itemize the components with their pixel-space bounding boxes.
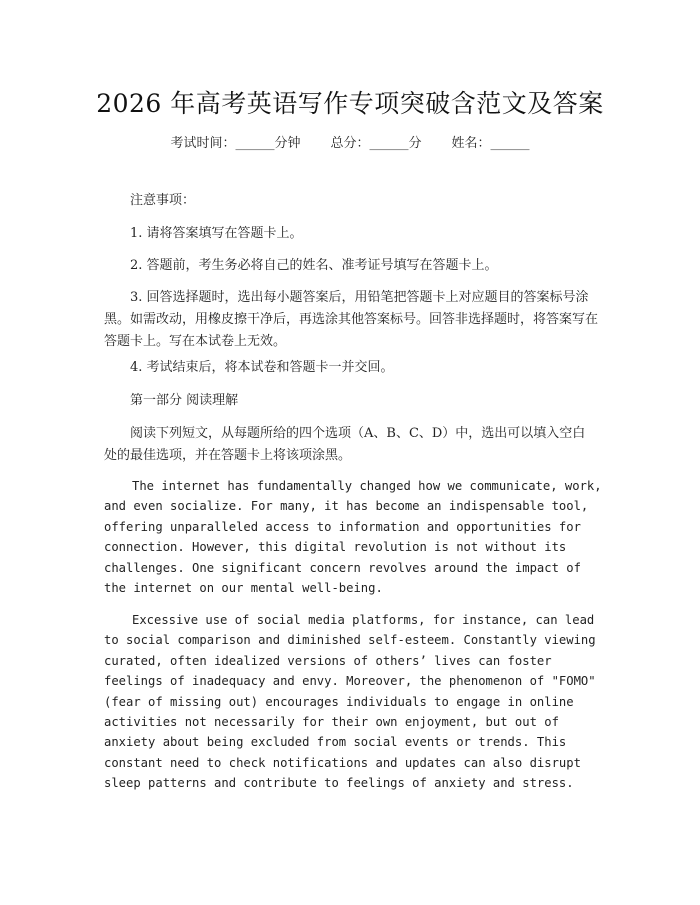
passage-paragraph-1: The internet has fundamentally changed how we communicate, work, and even socialize. For many, it has become an indispensable tool, offering unparalleled access to information and opportunities for connection. However, this digital revolution is not without its challenges. One significant concern revolves around the impact of the internet on our mental well-being. bbox=[104, 479, 602, 596]
exam-time-label: 考试时间：______分钟 bbox=[170, 136, 301, 151]
note-item-4: 4. 考试结束后，将本试卷和答题卡一并交回。 bbox=[130, 360, 394, 375]
section-instruction: 阅读下列短文，从每题所给的四个选项（A、B、C、D）中，选出可以填入空白处的最佳选项，并在答题卡上将该项涂黑。 bbox=[104, 426, 586, 463]
passage-paragraph-2: Excessive use of social media platforms, for instance, can lead to social comparison and diminished self-esteem. Constantly viewing curated, often idealized versions of others’ lives can foster feelings of inadequacy and envy. Moreover, the phenomenon of "FOMO" (fear of missing out) encourages individuals to engage in online activities not necessarily for their own enjoyment, but out of anxiety about being excluded from social events or trends. This constant need to check notifications and updates can also disrupt sleep patterns and contribute to feelings of anxiety and stress. bbox=[104, 613, 596, 791]
note-item-1: 1. 请将答案填写在答题卡上。 bbox=[130, 226, 303, 241]
note-item-2: 2. 答题前，考生务必将自己的姓名、准考证号填写在答题卡上。 bbox=[130, 258, 498, 273]
total-score-label: 总分：______分 bbox=[330, 136, 422, 151]
section-title: 第一部分 阅读理解 bbox=[130, 393, 239, 408]
notes-heading: 注意事项： bbox=[130, 193, 196, 208]
note-item-3: 3. 回答选择题时，选出每小题答案后，用铅笔把答题卡上对应题目的答案标号涂黑。如需改动，用橡皮擦干净后，再选涂其他答案标号。回答非选择题时，将答案写在答题卡上。写在本试卷上无效。 bbox=[104, 290, 599, 349]
exam-info-line bbox=[0, 132, 700, 151]
page-title: 2026 年高考英语写作专项突破含范文及答案 bbox=[96, 89, 604, 118]
name-label: 姓名：______ bbox=[451, 136, 530, 151]
